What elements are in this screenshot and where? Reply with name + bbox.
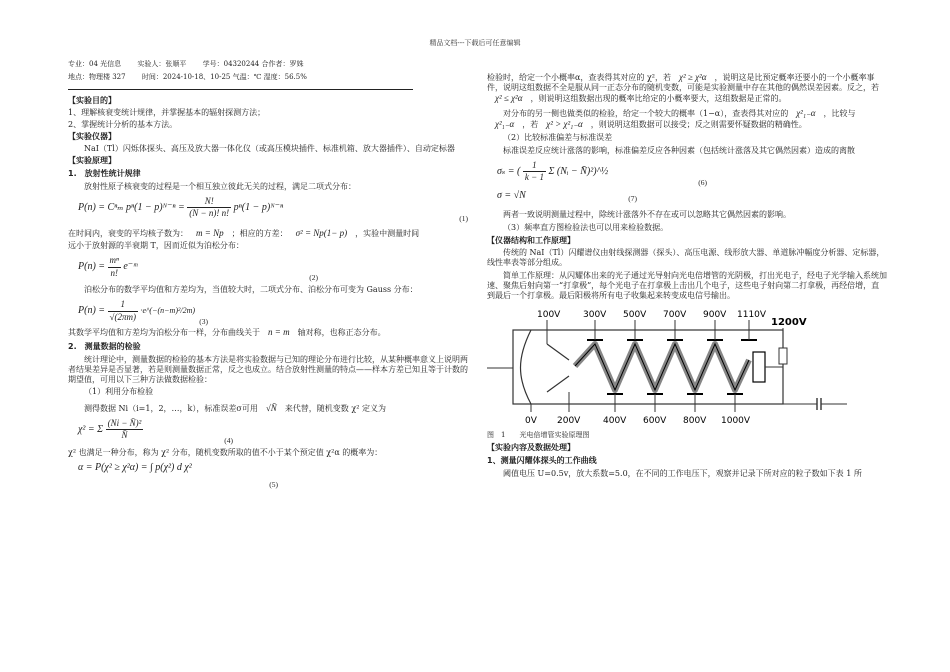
label-600v: 600V [643,416,667,426]
chi-condition-1: χ² ≥ χ²α [679,72,707,82]
equation-4 [78,417,468,445]
section-2-title: 2. 测量数据的检验 [68,341,141,351]
chi-condition-3: χ² > χ²₁₋α [546,118,583,129]
eq4-fraction [106,418,144,442]
eq2-tail: e⁻ᵐ [123,261,138,273]
right-column [487,72,887,482]
section-1-title: 1. 放射性统计规律 [68,169,141,178]
meta-major: 专业：04 光信息 [68,60,122,68]
eq1-denominator: (N − n)! n! [189,208,230,219]
s1-para-4: 泊松分布的数学平均值和方差均为，当值较大时，二项式分布、泊松分布可变为 Gauss 分布： [84,285,418,295]
r-para-2a: 对分布的另一侧也做类似的检验，给定一个较大的概率（1−α），查表得其对应的 [503,108,789,118]
r-para-1b: ，说明这是比预定概率还要小的一个小概率事件，说明这组数据不全是服从同一正态分布的随机变数，可能是实验测量中存在其他的偶然误差因素。反之，若 [487,73,879,93]
eq2-denominator: n! [110,267,118,278]
r-para-5: （3）频率直方图检验法也可以用来检验数据。 [503,223,669,232]
heading-structure: 【仪器结构和工作原理】 [487,236,575,245]
eq2-lhs: P(n) = [78,261,106,273]
r-para-8: 阈值电压 U=0.5v，放大系数=5.0，在不同的工作电压下，观察并记录下所对应的粒子数如下表 1 所 [503,468,862,478]
eq4-numerator: (Ni − N̄)² [106,418,144,430]
eq2-numerator: mⁿ [108,255,121,267]
s2-para-2 [68,403,468,414]
label-200v: 200V [557,416,581,426]
eq7-number: (7) [628,194,637,203]
mean-formula: m = Np [196,228,224,238]
r-para-3: 标准误差反应统计涨落的影响，标准偏差反应各种因素（包括统计涨落及其它偶然因素）造成的离散 [503,146,855,155]
eq2-number: (2) [309,273,318,283]
eq3-tail: ·e^(−(n−m)²/2m) [140,306,196,316]
r-para-6: 传统的 NaI（Tl）闪耀谱仪由射线探测器（探头）、高压电源、线形放大器、单道脉冲幅度分析器、定标器，线性率表等部分组成。 [487,248,885,267]
s2-para-2b: 来代替，随机变数 χ² 定义为 [284,403,386,413]
s1-para-1: 放射性原子核衰变的过程是一个相互独立彼此无关的过程，满足二项式分布： [84,182,356,191]
eq3-lhs: P(n) = [78,305,106,317]
instruments-text: NaI（Tl）闪烁体探头、高压及放大器一体化仪（或高压模块插件、标准机箱、放大器插件）、自动定标器 [84,144,455,153]
chi-condition-2: χ² ≤ χ²α [495,93,523,104]
eq6-number: (6) [698,178,707,187]
meta-location: 地点：物理楼 327 [68,73,126,81]
eq5-body: α = P(χ² ≥ χ²α) = ∫ p(χ²) d χ² [78,461,192,473]
eq6-denominator: k − 1 [524,172,544,183]
s1-para-3: 远小于放射源的半衰期 T，因而近似为泊松分布： [68,241,244,251]
eq5-number: (5) [269,479,278,489]
s1-para-2 [68,228,468,239]
r-para-4: 两者一致说明测量过程中，除统计涨落外不存在或可以忽略其它偶然因素的影响。 [503,210,791,219]
meta-line-2 [68,73,468,86]
symmetry-formula: n = m [268,327,290,338]
header-note: 精品文档---下载后可任意编辑 [429,39,521,47]
label-900v: 900V [703,310,727,320]
equation-1 [78,196,468,223]
r-para-2b: ，比较与 [823,108,856,118]
label-1000v: 1000V [721,416,751,426]
bottom-voltage-labels [525,416,751,426]
purpose-item-2: 2、掌握统计分析的基本方法。 [68,120,178,129]
label-1200v: 1200V [771,317,807,328]
eq1-number: (1) [459,214,468,223]
header-rule [68,89,413,90]
eq3-number: (3) [199,317,208,327]
left-column [68,60,468,488]
label-800v: 800V [683,416,707,426]
eq4-lhs: χ² = Σ [78,423,104,435]
purpose-item-1: 1、理解核衰变统计规律，并掌握基本的辐射探测方法； [68,108,266,117]
eq4-denominator: N̄ [121,430,128,440]
heading-purpose: 【实验目的】 [68,96,116,105]
equation-6 [497,160,887,187]
pmt-diagram [487,308,857,426]
meta-line-1 [68,60,468,73]
eq6-numerator: 1 [523,160,546,172]
equation-7 [497,190,887,206]
label-0v: 0V [525,416,537,426]
eq1-numerator: N! [187,196,231,208]
photocathode [521,330,532,404]
eq4-number: (4) [224,435,233,445]
eq1-tail: pⁿ(1 − p)ᴺ⁻ⁿ [233,202,284,214]
r-para-1a: 检验时，给定一个小概率α，查表得其对应的 χ²，若 [487,73,671,82]
s1-para-5 [68,327,468,338]
r-para-1 [487,72,887,105]
equation-2 [78,255,468,283]
top-voltage-labels [537,310,767,320]
chi-1-alpha-2: χ²₁₋α [495,118,515,129]
s1-para-5a: 其数学平均值和方差均为泊松分布一样，分布曲线关于 [68,328,260,338]
equation-5 [78,461,468,489]
heading-content: 【实验内容及数据处理】 [487,442,575,452]
r-para-2 [487,108,887,131]
figure-caption: 图 1 光电倍增管实验原理图 [487,431,590,439]
variance-formula: σ² = Np(1− p) [295,228,348,238]
content-section-1-title: 1、测量闪耀体探头的工作曲线 [487,455,597,465]
s2-para-1: 统计理论中，测量数据的检验的基本方法是将实验数据与已知的理论分布进行比较，从某种概率意义上说明两者结果差异是否显著，若是则测量数据正常，反之也成立。结合放射性测量的特点——样本方差已知且等于计数的期望值，可用以下三种方法做数据检验： [68,354,468,384]
equation-3 [78,299,468,327]
s1-para-2a: 在时间内，衰变的平均核子数为： [68,229,188,238]
s1-para-5b: 轴对称，也称正态分布。 [297,328,386,338]
sqrt-n-symbol: √N̄ [265,402,277,413]
meta-time: 时间：2024-10-18、10-25 气温：℃ 湿度：56.5% [141,73,307,81]
label-100v: 100V [537,310,561,320]
eq7-body: σ = √N [497,190,526,201]
r-para-1c: ，则说明这组数据出现的概率比给定的小概率要大，这组数据是正常的。 [530,94,787,104]
eq3-numerator: 1 [108,299,138,311]
label-500v: 500V [623,310,647,320]
s2-para-2a: 测得数据 Ni（i=1，2，…，k），标准误差σ可用 [84,403,258,413]
r-sub-2: （2）比较标准偏差与标准误差 [503,133,613,142]
eq6-tail: Σ (Nᵢ − N̄)²)^½ [548,166,609,178]
load-resistor [779,348,787,364]
label-400v: 400V [603,416,627,426]
eq1-lhs: P(n) = Cⁿₘ pⁿ(1 − p)ᴺ⁻ⁿ = [78,202,185,214]
s1-para-2b: ；相应的方差： [231,229,288,238]
r-para-2d: ，则说明这组数据可以接受；反之则需要怀疑数据的精确性。 [590,119,807,129]
meta-experimenter: 实验人：张顺平 [137,60,187,68]
meta-student-id: 学号：04320244 合作者：罗姝 [202,60,304,68]
label-1110v: 1110V [737,310,767,320]
focus-electrode [547,344,569,392]
r-para-7: 简单工作原理：从闪耀体出来的光子通过光导射向光电倍增管的光阴极，打出光电子，经电子光学输入系统加速、聚焦后射向第一“打拿极”，每个光电子在打拿极上击出几个电子，这些电子射向第二打拿极，再经倍增，直到最后一个打拿极。最后阳极将所有电子收集起来转变成电信号输出。 [487,271,887,300]
electron-cascade [575,344,749,390]
heading-principle: 【实验原理】 [68,156,116,165]
eq1-fraction [187,196,231,220]
eq6-lhs: σₛ = ( [497,166,521,178]
eq2-fraction [108,255,121,279]
s1-para-2c: ，实验中测量时间 [355,229,420,238]
eq3-fraction [108,299,138,323]
bottom-leads [531,392,735,412]
anode [753,352,765,382]
label-700v: 700V [663,310,687,320]
chi-1-alpha-1: χ²₁₋α [796,107,816,118]
label-300v: 300V [583,310,607,320]
s2-para-3: χ² 也满足一种分布，称为 χ² 分布，随机变数所取的值不小于某个预定值 χ²α 的概率为： [68,447,383,457]
s2-sub-1: （1）利用分布检验 [84,386,154,396]
eq3-denominator: √(2πm) [109,311,136,322]
heading-instruments: 【实验仪器】 [68,132,116,141]
eq6-fraction [523,160,546,184]
r-para-2c: ，若 [522,119,539,129]
